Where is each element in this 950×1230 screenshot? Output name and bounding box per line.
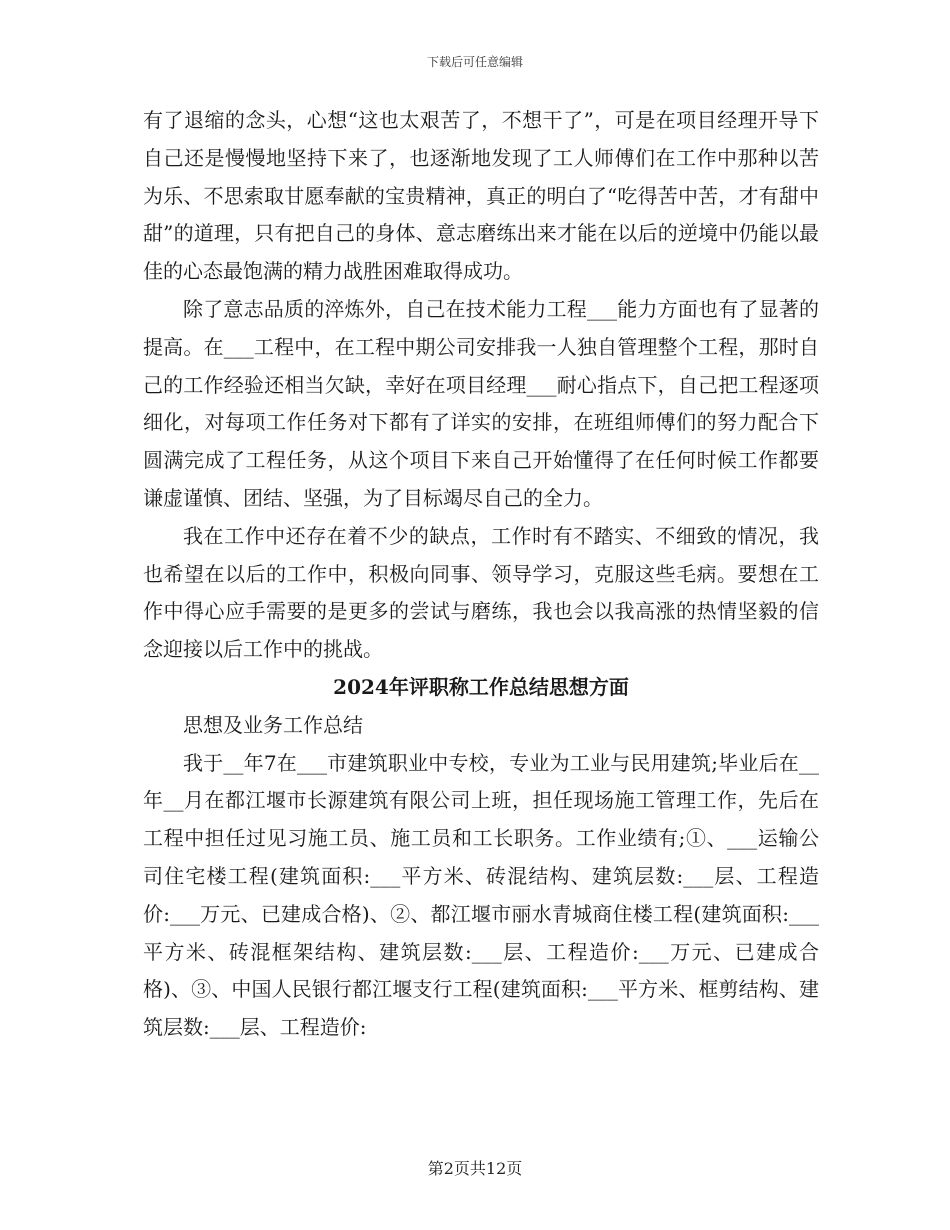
section-heading: 2024年评职称工作总结思想方面 <box>333 674 629 699</box>
paragraph-work-history: 我于__年7在___市建筑职业中专校，专业为工业与民用建筑;毕业后在__年__月在都江堰市长源建筑有限公司上班，担任现场施工管理工作，先后在工程中担任过见习施工员、施工员和工长职务。工作业绩有;①、___运输公司住宅楼工程(建筑面积:___平方米、砖混结构、建筑层数:___层、工程造价:___万元、已建成合格)、②、都江堰市丽水青城商住楼工程(建筑面积:___平方米、砖混框架结构、建筑层数:___层、工程造价:___万元、已建成合格)、③、中国人民银行都江堰支行工程(建筑面积:___平方米、框剪结构、建筑层数:___层、工程造价: <box>143 750 819 1040</box>
page-header: 下载后可任意编辑 <box>426 55 523 69</box>
page-footer: 第2页共12页 <box>427 1159 523 1178</box>
paragraph-continued: 有了退缩的念头，心想“这也太艰苦了，不想干了”，可是在项目经理开导下自己还是慢慢地坚持下来了，也逐渐地发现了工人师傅们在工作中那种以苦为乐、不思索取甘愿奉献的宝贵精神，真正的明白了“吃得苦中苦，才有甜中甜”的道理，只有把自己的身体、意志磨练出来才能在以后的逆境中仍能以最佳的心态最饱满的精力战胜困难取得成功。 <box>143 108 819 284</box>
paragraph-skills: 除了意志品质的淬炼外，自己在技术能力工程___能力方面也有了显著的提高。在___工程中，在工程中期公司安排我一人独自管理整个工程，那时自己的工作经验还相当欠缺，幸好在项目经理___耐心指点下，自己把工程逐项细化，对每项工作任务对下都有了详实的安排，在班组师傅们的努力配合下圆满完成了工程任务，从这个项目下来自己开始懂得了在任何时候工作都要谦虚谨慎、团结、坚强，为了目标竭尽自己的全力。 <box>143 296 819 510</box>
paragraph-shortcomings: 我在工作中还存在着不少的缺点，工作时有不踏实、不细致的情况，我也希望在以后的工作中，积极向同事、领导学习，克服这些毛病。要想在工作中得心应手需要的是更多的尝试与磨练，我也会以我高涨的热情坚毅的信念迎接以后工作中的挑战。 <box>143 523 819 662</box>
paragraph-subtitle: 思想及业务工作总结 <box>183 712 363 737</box>
document-body <box>143 102 819 1047</box>
